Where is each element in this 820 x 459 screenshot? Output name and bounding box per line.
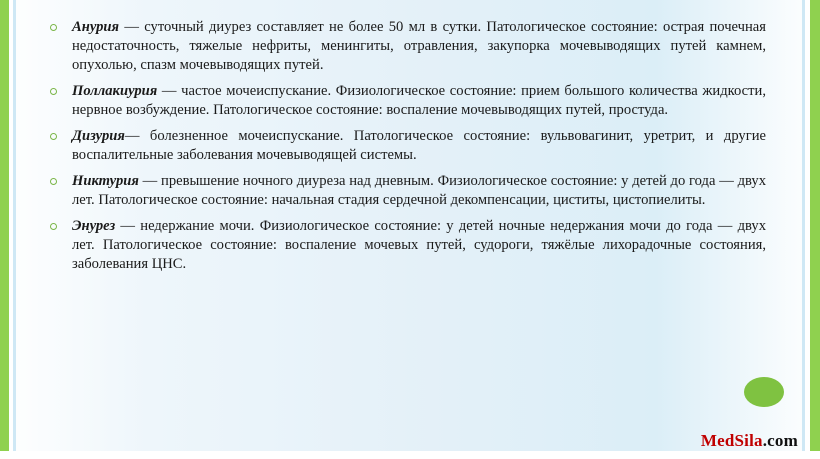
list-item — [44, 82, 766, 120]
term-description: — болезненное мочеиспускание. Патологическое состояние: вульвовагинит, уретрит, и другие воспалительные заболевания мочевыводящей системы. — [72, 127, 766, 163]
term-description: — недержание мочи. Физиологическое состояние: у детей ночные недержания мочи до года — двух лет. Патологическое состояние: воспаление мочевых путей, судороги, тяжёлые лихорадочные состояния, заболевания ЦНС. — [72, 217, 766, 272]
definition-list — [44, 18, 766, 274]
right-white-bar — [805, 0, 810, 459]
bottom-white-strip — [0, 451, 820, 459]
left-accent-bar — [0, 0, 9, 459]
slide-content — [44, 18, 766, 281]
list-item — [44, 18, 766, 75]
watermark-brand: MedSila — [700, 431, 763, 450]
list-item — [44, 127, 766, 165]
bullet-marker-icon — [50, 223, 57, 230]
term-label: Энурез — [72, 217, 116, 234]
term-label: Поллакиурия — [72, 82, 158, 99]
right-accent-bar — [810, 0, 820, 459]
watermark — [701, 431, 798, 451]
right-blue-bar — [802, 0, 805, 459]
list-item — [44, 217, 766, 274]
term-description: — суточный диурез составляет не более 50 мл в сутки. Патологическое состояние: острая почечная недостаточность, тяжелые нефриты, менингиты, отравления, закупорка мочевыводящих путей камнем, опухолью, спазм мочевыводящих путей. — [72, 19, 766, 73]
bullet-marker-icon — [50, 133, 57, 140]
term-label: Никтурия — [72, 172, 139, 189]
list-item — [44, 172, 766, 210]
bullet-marker-icon — [50, 178, 57, 185]
watermark-domain: .com — [762, 431, 798, 450]
term-description: — частое мочеиспускание. Физиологическое состояние: прием большого количества жидкости, нервное возбуждение. Патологическое состояние: воспаление мочевыводящих путей, простуда. — [72, 82, 766, 118]
term-label: Анурия — [72, 19, 120, 35]
term-description: — превышение ночного диуреза над дневным. Физиологическое состояние: у детей до года — двух лет. Патологическое состояние: начальная стадия сердечной декомпенсации, циститы, цистопиелиты. — [72, 172, 766, 208]
left-blue-bar — [13, 0, 16, 459]
green-dot-decoration — [744, 377, 784, 407]
bullet-marker-icon — [50, 88, 57, 95]
bullet-marker-icon — [50, 24, 57, 31]
term-label: Дизурия — [72, 127, 125, 144]
